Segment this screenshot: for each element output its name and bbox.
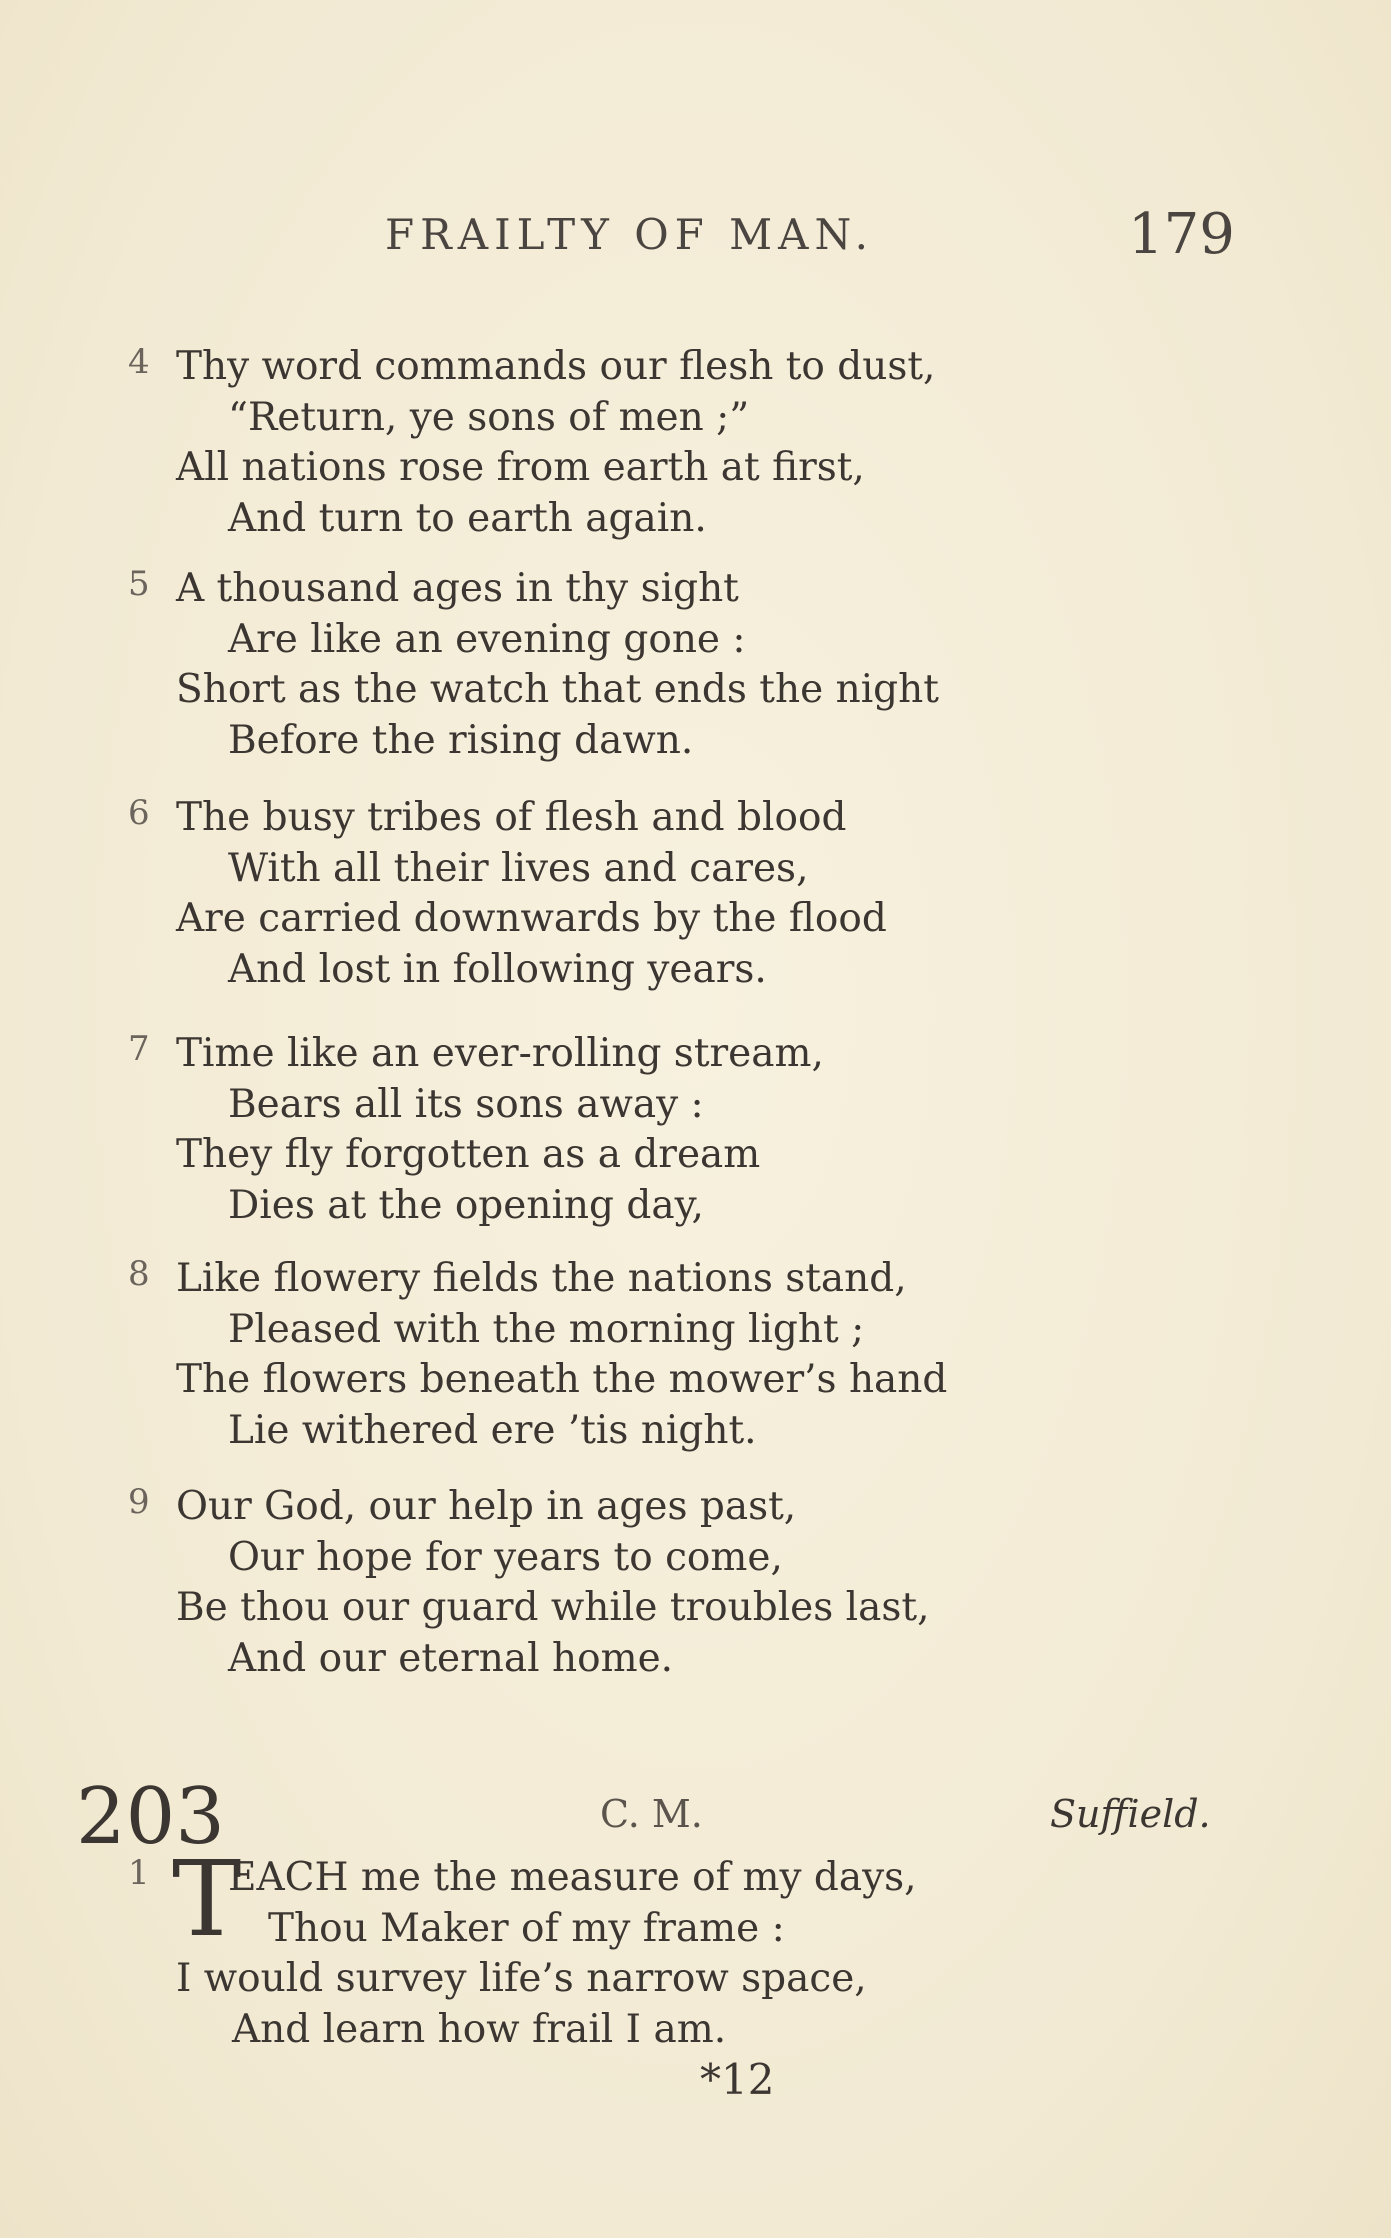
verse-line: A thousand ages in thy sight	[176, 566, 739, 611]
stanza-number: 8	[128, 1254, 150, 1294]
verse-line: Be thou our guard while troubles last,	[176, 1585, 930, 1630]
stanza-4	[120, 342, 1170, 544]
verse-line: Are carried downwards by the flood	[176, 896, 887, 941]
verse-line: EACH me the measure of my days,	[228, 1855, 917, 1900]
verse-line: Before the rising dawn.	[228, 717, 694, 763]
stanza-number: 5	[128, 564, 150, 604]
stanza-number: 7	[128, 1029, 150, 1069]
drop-cap: T	[172, 1838, 242, 1960]
verse-line: And learn how frail I am.	[232, 2006, 727, 2052]
verse-line: Thy word commands our flesh to dust,	[176, 344, 936, 389]
signature-mark: *12	[700, 2055, 775, 2104]
verse-line: And lost in following years.	[228, 946, 767, 992]
verse-line: Are like an evening gone :	[228, 616, 746, 662]
verse-line: “Return, ye sons of men ;”	[228, 394, 750, 440]
verse-line: They fly forgotten as a dream	[176, 1132, 761, 1177]
stanza-7	[120, 1029, 1170, 1231]
stanza-5	[120, 564, 1170, 766]
verse-line: With all their lives and cares,	[228, 845, 809, 891]
verse-line: All nations rose from earth at first,	[176, 445, 865, 490]
stanza-number: 6	[128, 793, 150, 833]
running-title: FRAILTY OF MAN.	[385, 210, 874, 259]
hymn-meter: C. M.	[600, 1792, 703, 1836]
verse-line: Dies at the opening day,	[228, 1182, 704, 1228]
verse-line: And our eternal home.	[228, 1635, 674, 1681]
verse-line: Pleased with the morning light ;	[228, 1306, 865, 1352]
page-number: 179	[1128, 202, 1235, 267]
verse-line: Our God, our help in ages past,	[176, 1484, 797, 1529]
verse-line: Like flowery fields the nations stand,	[176, 1256, 907, 1301]
stanza-9	[120, 1482, 1170, 1684]
stanza-6	[120, 793, 1170, 995]
stanza-number: 1	[128, 1853, 150, 1893]
verse-line: Time like an ever-rolling stream,	[176, 1031, 824, 1076]
verse-line: The busy tribes of flesh and blood	[176, 795, 847, 840]
verse-line: Bears all its sons away :	[228, 1081, 704, 1127]
verse-line: Short as the watch that ends the night	[176, 667, 939, 712]
verse-line: And turn to earth again.	[228, 495, 707, 541]
stanza-8	[120, 1254, 1170, 1456]
verse-line: Thou Maker of my frame :	[268, 1905, 785, 1951]
verse-line: The flowers beneath the mower’s hand	[176, 1357, 948, 1402]
stanza-number: 4	[128, 342, 150, 382]
hymn-203-stanza-1	[120, 1838, 1170, 2055]
verse-line: I would survey life’s narrow space,	[176, 1956, 867, 2001]
hymn-tune-name: Suffield.	[1050, 1792, 1211, 1836]
hymn-number: 203	[76, 1772, 225, 1862]
stanza-number: 9	[128, 1482, 150, 1522]
verse-line: Lie withered ere ’tis night.	[228, 1407, 757, 1453]
verse-line: Our hope for years to come,	[228, 1534, 783, 1580]
